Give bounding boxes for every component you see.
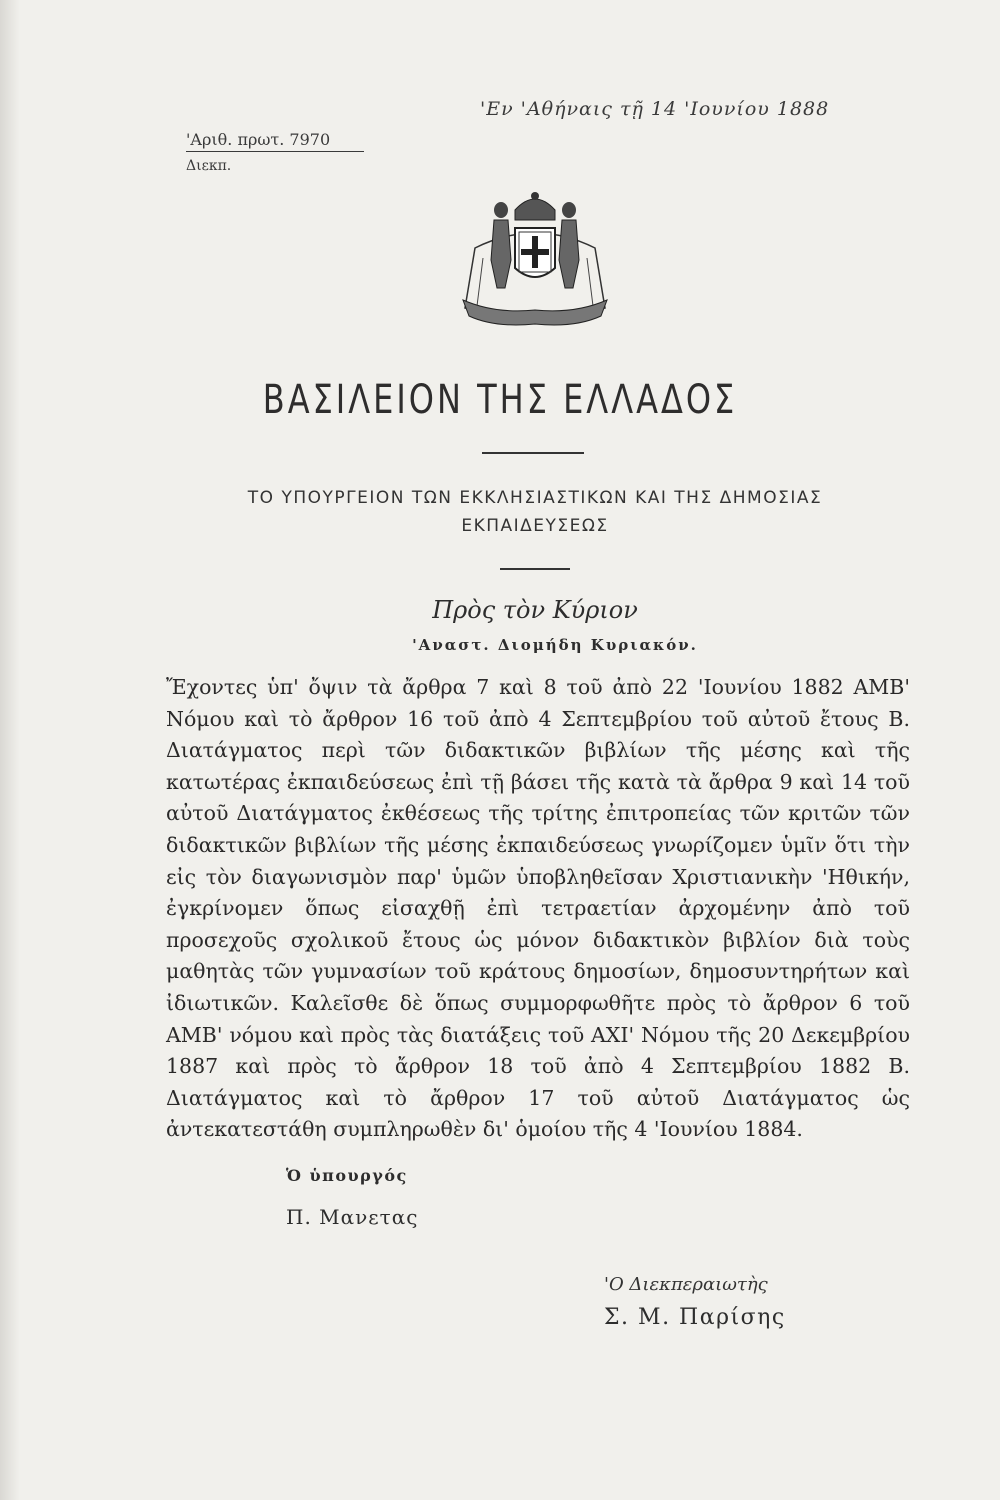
dispatcher-title: 'Ο Διεκπεραιωτὴς <box>604 1274 768 1295</box>
ministry-line-2: ΕΚΠΑΙΔΕΥΣΕΩΣ <box>461 516 609 536</box>
divider-rule <box>482 452 584 454</box>
letter-body: Ἔχοντες ὑπ' ὄψιν τὰ ἄρθρα 7 καὶ 8 τοῦ ἀπὸ 22 'Ιουνίου 1882 ΑΜΒ' Νόμου καὶ τὸ ἄρθρον 16 τοῦ ἀπὸ 4 Σεπτεμβρίου τοῦ αὐτοῦ ἔτους Β. Διατάγματος περὶ τῶν διδακτικῶν βιβλίων τῆς μέσης καὶ τῆς κατωτέρας ἐκπαιδεύσεως ἐπὶ τῇ βάσει τῆς κατὰ τὰ ἄρθρα 9 καὶ 14 τοῦ αὐτοῦ Διατάγματος ἐκθέσεως τῆς τρίτης ἐπιτροπείας τῶν κριτῶν τῶν διδακτικῶν βιβλίων τῆς μέσης ἐκπαιδεύσεως γνωρίζομεν ὑμῖν ὅτι τὴν εἰς τὸν διαγωνισμὸν παρ' ὑμῶν ὑποβληθεῖσαν Χριστιανικὴν 'Ηθικήν, ἐγκρίνομεν ὅπως εἰσαχθῇ ἐπὶ τετραετίαν ἀρχομένην ἀπὸ τοῦ προσεχοῦς σχολικοῦ ἔτους ὡς μόνον διδακτικὸν βιβλίον διὰ τοὺς μαθητὰς τῶν γυμνασίων τοῦ κράτους δημοσίων, δημοσυντηρήτων καὶ ἰδιωτικῶν. Καλεῖσθε δὲ ὅπως συμμορφωθῆτε πρὸς τὸ ἄρθρον 6 τοῦ ΑΜΒ' νόμου καὶ πρὸς τὰς διατάξεις τοῦ ΑΧΙ' Νόμου τῆς 20 Δεκεμβρίου 1887 καὶ πρὸς τὸ ἄρθρον 18 τοῦ ἀπὸ 4 Σεπτεμβρίου 1882 Β. Διατάγματος καὶ τὸ ἄρθρον 17 τοῦ αὐτοῦ Διατάγματος ὡς ἀντεκατεστάθη συμπληρωθὲν δι' ὁμοίου τῆς 4 'Ιουνίου 1884. <box>166 675 910 1142</box>
minister-title: Ὁ ὑπουργός <box>286 1166 408 1185</box>
minister-signature: Π. Μανετας <box>286 1205 419 1229</box>
place-date: 'Εν 'Αθήναις τῇ 14 'Ιουνίου 1888 <box>480 98 830 120</box>
addressee-name: 'Αναστ. Διομήδη Κυριακόν. <box>412 636 698 654</box>
dispatch-label: Διεκπ. <box>186 158 232 174</box>
protocol-number: 'Αριθ. πρωτ. 7970 <box>186 130 364 152</box>
page-edge-shadow <box>0 0 20 1500</box>
divider-rule <box>500 568 570 570</box>
greek-royal-coat-of-arms-icon <box>455 188 615 338</box>
ministry-line-1: ΤΟ ΥΠΟΥΡΓΕΙΟΝ ΤΩΝ ΕΚΚΛΗΣΙΑΣΤΙΚΩΝ ΚΑΙ ΤΗΣ ΔΗΜΟΣΙΑΣ <box>247 488 823 508</box>
kingdom-title: ΒΑΣΙΛΕΙΟΝ ΤΗΣ ΕΛΛΑΔΟΣ <box>262 375 738 423</box>
addressee-salutation: Πρὸς τὸν Κύριον <box>432 596 638 624</box>
dispatcher-signature: Σ. Μ. Παρίσης <box>604 1305 786 1330</box>
ministry-heading <box>150 484 920 540</box>
